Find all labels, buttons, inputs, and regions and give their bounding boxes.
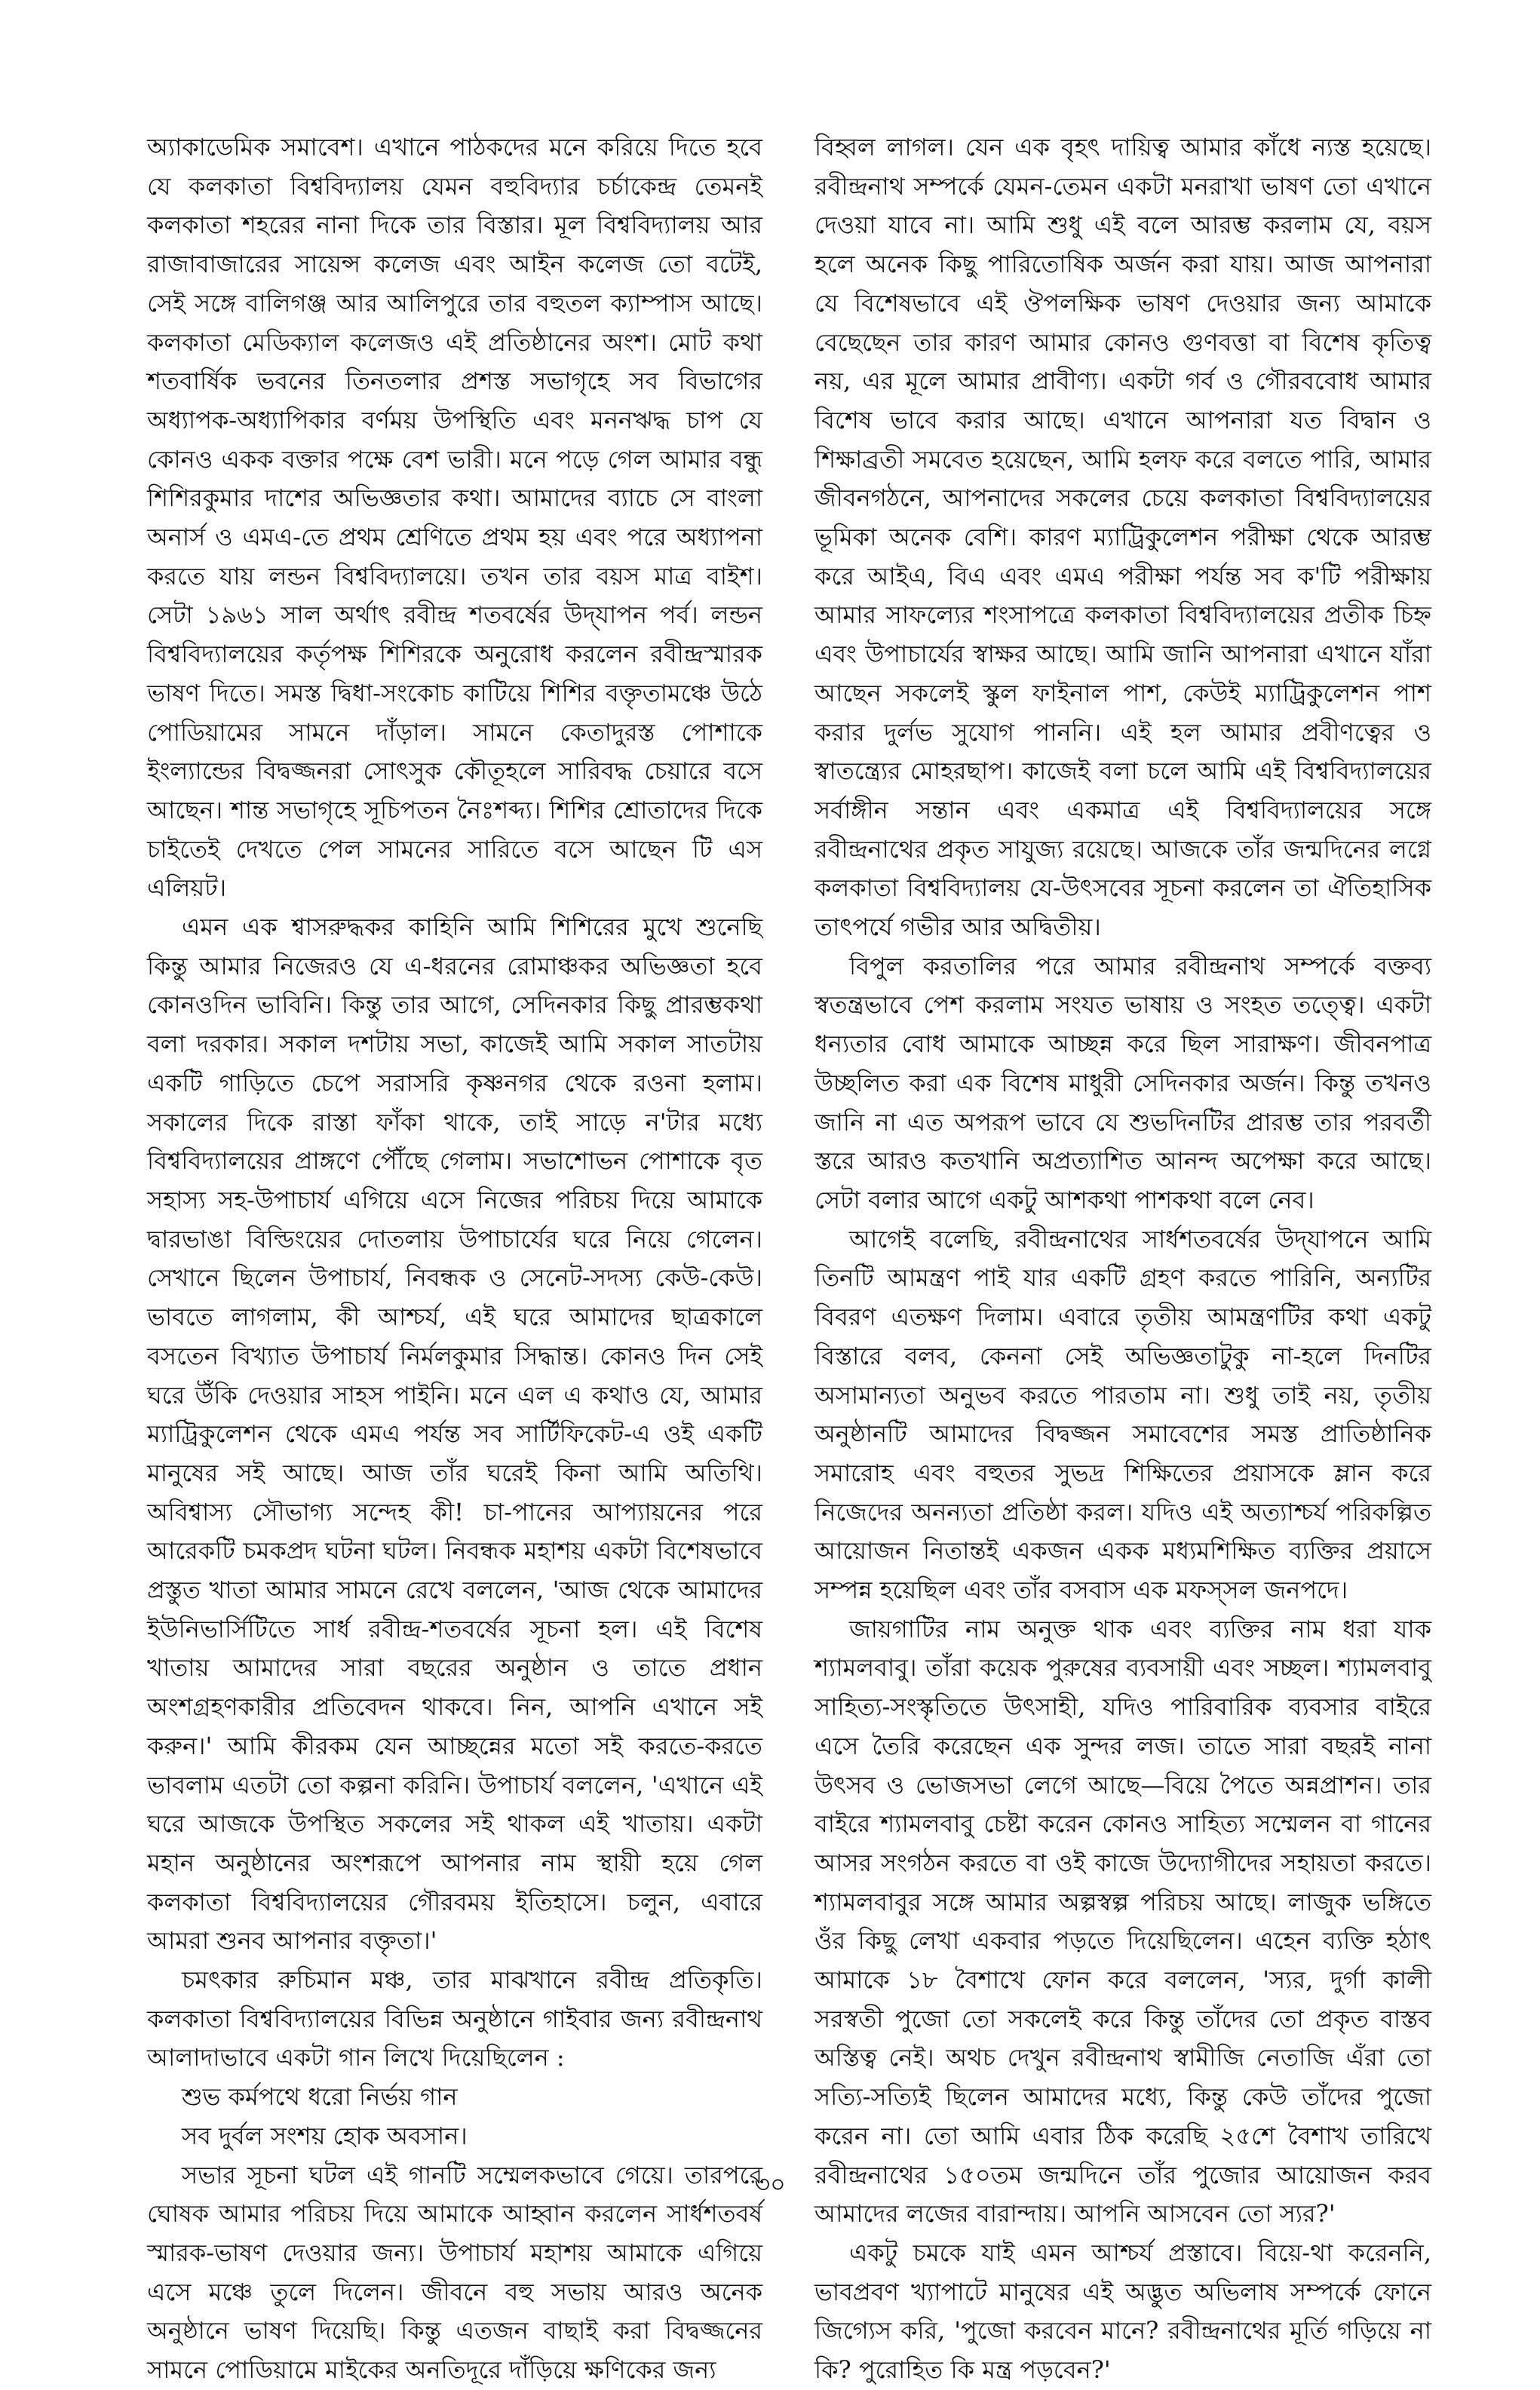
paragraph: সভার সূচনা ঘটল এই গানটি সম্মেলকভাবে গেয়ে। তারপরে ঘোষক আমার পরিচয় দিয়ে আমাকে আহ্বান করলেন সার্ধশতবর্ষ স্মারক-ভাষণ দেওয়ার জন্য। উপাচার্য মহাশয় আমাকে এগিয়ে এসে মঞ্চে তুলে দিলেন। জীবনে বহু সভায় আরও অনেক অনুষ্ঠানে ভাষণ দিয়েছি। কিন্তু এতজন বাছাই করা বিদ্বজ্জনের সামনে পোডিয়ামে মাইকের অনতিদূরে দাঁড়িয়ে ক্ষণিকের জন্য (147, 2160, 762, 2385)
paragraph: বিহ্বল লাগল। যেন এক বৃহৎ দায়িত্ব আমার কাঁধে ন্যস্ত হয়েছে। রবীন্দ্রনাথ সম্পর্কে যেমন-তেমন একটা মনরাখা ভাষণ তো এখানে দেওয়া যাবে না। আমি শুধু এই বলে আরম্ভ করলাম যে, বয়স হলে অনেক কিছু পারিতোষিক অর্জন করা যায়। আজ আপনারা যে বিশেষভাবে এই ঔপলক্ষিক ভাষণ দেওয়ার জন্য আমাকে বেছেছেন তার কারণ আমার কোনও গুণবত্তা বা বিশেষ কৃতিত্ব নয়, এর মূলে আমার প্রাবীণ্য। একটা গর্ব ও গৌরববোধ আমার বিশেষ ভাবে করার আছে। এখানে আপনারা যত বিদ্বান ও শিক্ষাব্রতী সমবেত হয়েছেন, আমি হলফ করে বলতে পারি, আমার জীবনগঠনে, আপনাদের সকলের চেয়ে কলকাতা বিশ্ববিদ্যালয়ের ভূমিকা অনেক বেশি। কারণ ম্যাট্রিকুলেশন পরীক্ষা থেকে আরম্ভ করে আইএ, বিএ এবং এমএ পরীক্ষা পর্যন্ত সব ক'টি পরীক্ষায় আমার সাফল্যের শংসাপত্রে কলকাতা বিশ্ববিদ্যালয়ের প্রতীক চিহ্ন এবং উপাচার্যের স্বাক্ষর আছে। আমি জানি আপনারা এখানে যাঁরা আছেন সকলেই স্কুল ফাইনাল পাশ, কেউই ম্যাট্রিকুলেশন পাশ করার দুর্লভ সুযোগ পাননি। এই হল আমার প্রবীণত্বের ও স্বাতন্ত্র্যের মোহরছাপ। কাজেই বলা চলে আমি এই বিশ্ববিদ্যালয়ের সর্বাঙ্গীন সন্তান এবং একমাত্র এই বিশ্ববিদ্যালয়ের সঙ্গে রবীন্দ্রনাথের প্রকৃত সাযুজ্য রয়েছে। আজকে তাঁর জন্মদিনের লগ্নে কলকাতা বিশ্ববিদ্যালয় যে-উৎসবের সূচনা করলেন তা ঐতিহাসিক তাৎপর্যে গভীর আর অদ্বিতীয়। (814, 133, 1431, 942)
paragraph: আগেই বলেছি, রবীন্দ্রনাথের সার্ধশতবর্ষের উদ্‌যাপনে আমি তিনটি আমন্ত্রণ পাই যার একটি গ্রহণ করতে পারিনি, অন্যটির বিবরণ এতক্ষণ দিলাম। এবারে তৃতীয় আমন্ত্রণটির কথা একটু বিস্তারে বলব, কেননা সেই অভিজ্ঞতাটুকু না-হলে দিনটির অসামান্যতা অনুভব করতে পারতাম না। শুধু তাই নয়, তৃতীয় অনুষ্ঠানটি আমাদের বিদ্বজ্জন সমাবেশের সমস্ত প্রাতিষ্ঠানিক সমারোহ এবং বহুতর সুভদ্র শিক্ষিতের প্রয়াসকে ম্লান করে নিজেদের অনন্যতা প্রতিষ্ঠা করল। যদিও এই অত্যাশ্চর্য পরিকল্পিত আয়োজন নিতান্তই একজন একক মধ্যমশিক্ষিত ব্যক্তির প্রয়াসে সম্পন্ন হয়েছিল এবং তাঁর বসবাস এক মফস্সল জনপদে। (814, 1224, 1431, 1605)
paragraph: বিপুল করতালির পরে আমার রবীন্দ্রনাথ সম্পর্কে বক্তব্য স্বতন্ত্রভাবে পেশ করলাম সংযত ভাষায় ও সংহত তত্ত্বে। একটা ধন্যতার বোধ আমাকে আচ্ছন্ন করে ছিল সারাক্ষণ। জীবনপাত্র উচ্ছলিত করা এক বিশেষ মাধুরী সেদিনকার অর্জন। কিন্তু তখনও জানি না এত অপরূপ ভাবে যে শুভদিনটির প্রারম্ভ তার পরবর্তী স্তরে আরও কতখানি অপ্রত্যাশিত আনন্দ অপেক্ষা করে আছে। সেটা বলার আগে একটু আশকথা পাশকথা বলে নেব। (814, 951, 1431, 1214)
paragraph: চমৎকার রুচিমান মঞ্চ, তার মাঝখানে রবীন্দ্র প্রতিকৃতি। কলকাতা বিশ্ববিদ্যালয়ের বিভিন্ন অনুষ্ঠানে গাইবার জন্য রবীন্দ্রনাথ আলাদাভাবে একটা গান লিখে দিয়েছিলেন : (147, 1965, 762, 2072)
page-number: ৩০ (754, 2170, 786, 2198)
song-verse-line: সব দুর্বল সংশয় হোক অবসান। (182, 2121, 468, 2150)
paragraph: অ্যাকাডেমিক সমাবেশ। এখানে পাঠকদের মনে করিয়ে দিতে হবে যে কলকাতা বিশ্ববিদ্যালয় যেমন বহুবিদ্যার চর্চাকেন্দ্র তেমনই কলকাতা শহরের নানা দিকে তার বিস্তার। মূল বিশ্ববিদ্যালয় আর রাজাবাজারের সায়েন্স কলেজ এবং আইন কলেজ তো বটেই, সেই সঙ্গে বালিগঞ্জ আর আলিপুরে তার বহুতল ক্যাম্পাস আছে। কলকাতা মেডিক্যাল কলেজও এই প্রতিষ্ঠানের অংশ। মোট কথা শতবার্ষিক ভবনের তিনতলার প্রশস্ত সভাগৃহে সব বিভাগের অধ্যাপক-অধ্যাপিকার বর্ণময় উপস্থিতি এবং মননঋদ্ধ চাপ যে কোনও একক বক্তার পক্ষে বেশ ভারী। মনে পড়ে গেল আমার বন্ধু শিশিরকুমার দাশের অভিজ্ঞতার কথা। আমাদের ব্যাচে সে বাংলা অনার্স ও এমএ-তে প্রথম শ্রেণিতে প্রথম হয় এবং পরে অধ্যাপনা করতে যায় লন্ডন বিশ্ববিদ্যালয়ে। তখন তার বয়স মাত্র বাইশ। সেটা ১৯৬১ সাল অর্থাৎ রবীন্দ্র শতবর্ষের উদ্‌যাপন পর্ব। লন্ডন বিশ্ববিদ্যালয়ের কর্তৃপক্ষ শিশিরকে অনুরোধ করলেন রবীন্দ্রস্মারক ভাষণ দিতে। সমস্ত দ্বিধা-সংকোচ কাটিয়ে শিশির বক্তৃতামঞ্চে উঠে পোডিয়ামের সামনে দাঁড়াল। সামনে কেতাদুরস্ত পোশাকে ইংল্যান্ডের বিদ্বজ্জনরা সোৎসুক কৌতূহলে সারিবদ্ধ চেয়ারে বসে আছেন। শান্ত সভাগৃহে সূচিপতন নৈঃশব্দ্য। শিশির শ্রোতাদের দিকে চাইতেই দেখতে পেল সামনের সারিতে বসে আছেন টি এস এলিয়ট। (147, 133, 762, 903)
paragraph: জায়গাটির নাম অনুক্ত থাক এবং ব্যক্তির নাম ধরা যাক শ্যামলবাবু। তাঁরা কয়েক পুরুষের ব্যবসায়ী এবং সচ্ছল। শ্যামলবাবু সাহিত্য-সংস্কৃতিতে উৎসাহী, যদিও পারিবারিক ব্যবসার বাইরে এসে তৈরি করেছেন এক সুন্দর লজ। তাতে সারা বছরই নানা উৎসব ও ভোজসভা লেগে আছে—বিয়ে পৈতে অন্নপ্রাশন। তার বাইরে শ্যামলবাবু চেষ্টা করেন কোনও সাহিত্য সম্মেলন বা গানের আসর সংগঠন করতে বা ওই কাজে উদ্যোগীদের সহায়তা করতে। শ্যামলবাবুর সঙ্গে আমার অল্পস্বল্প পরিচয় আছে। লাজুক ভঙ্গিতে ওঁর কিছু লেখা একবার পড়তে দিয়েছিলেন। এহেন ব্যক্তি হঠাৎ আমাকে ১৮ বৈশাখে ফোন করে বললেন, 'স্যর, দুর্গা কালী সরস্বতী পুজো তো সকলেই করে কিন্তু তাঁদের তো প্রকৃত বাস্তব অস্তিত্ব নেই। অথচ দেখুন রবীন্দ্রনাথ স্বামীজি নেতাজি এঁরা তো সত্যি-সত্যিই ছিলেন আমাদের মধ্যে, কিন্তু কেউ তাঁদের পুজো করেন না। তো আমি এবার ঠিক করেছি ২৫শে বৈশাখ তারিখে রবীন্দ্রনাথের ১৫০তম জন্মদিনে তাঁর পুজোর আয়োজন করব আমাদের লজের বারান্দায়। আপনি আসবেন তো স্যর?' (814, 1614, 1431, 2229)
paragraph: এমন এক শ্বাসরুদ্ধকর কাহিনি আমি শিশিরের মুখে শুনেছি কিন্তু আমার নিজেরও যে এ-ধরনের রোমাঞ্চকর অভিজ্ঞতা হবে কোনওদিন ভাবিনি। কিন্তু তার আগে, সেদিনকার কিছু প্রারম্ভকথা বলা দরকার। সকাল দশটায় সভা, কাজেই আমি সকাল সাতটায় একটি গাড়িতে চেপে সরাসরি কৃষ্ণনগর থেকে রওনা হলাম। সকালের দিকে রাস্তা ফাঁকা থাকে, তাই সাড়ে ন'টার মধ্যে বিশ্ববিদ্যালয়ের প্রাঙ্গণে পৌঁছে গেলাম। সভাশোভন পোশাকে বৃত সহাস্য সহ-উপাচার্য এগিয়ে এসে নিজের পরিচয় দিয়ে আমাকে দ্বারভাঙা বিল্ডিংয়ের দোতলায় উপাচার্যের ঘরে নিয়ে গেলেন। সেখানে ছিলেন উপাচার্য, নিবন্ধক ও সেনেট-সদস্য কেউ-কেউ। ভাবতে লাগলাম, কী আশ্চর্য, এই ঘরে আমাদের ছাত্রকালে বসতেন বিখ্যাত উপাচার্য নির্মলকুমার সিদ্ধান্ত। কোনও দিন সেই ঘরে উঁকি দেওয়ার সাহস পাইনি। মনে এল এ কথাও যে, আমার ম্যাট্রিকুলেশন থেকে এমএ পর্যন্ত সব সার্টিফিকেট-এ ওই একটি মানুষের সই আছে। আজ তাঁর ঘরেই কিনা আমি অতিথি। অবিশ্বাস্য সৌভাগ্য সন্দেহ কী! চা-পানের আপ্যায়নের পরে আরেকটি চমকপ্রদ ঘটনা ঘটল। নিবন্ধক মহাশয় একটা বিশেষভাবে প্রস্তুত খাতা আমার সামনে রেখে বললেন, 'আজ থেকে আমাদের ইউনিভার্সিটিতে সার্ধ রবীন্দ্র-শতবর্ষের সূচনা হল। এই বিশেষ খাতায় আমাদের সারা বছরের অনুষ্ঠান ও তাতে প্রধান অংশগ্রহণকারীর প্রতিবেদন থাকবে। নিন, আপনি এখানে সই করুন।' আমি কীরকম যেন আচ্ছন্নের মতো সই করতে-করতে ভাবলাম এতটা তো কল্পনা করিনি। উপাচার্য বললেন, 'এখানে এই ঘরে আজকে উপস্থিত সকলের সই থাকল এই খাতায়। একটা মহান অনুষ্ঠানের অংশরূপে আপনার নাম স্থায়ী হয়ে গেল কলকাতা বিশ্ববিদ্যালয়ের গৌরবময় ইতিহাসে। চলুন, এবারে আমরা শুনব আপনার বক্তৃতা।' (147, 913, 762, 1956)
right-text-column (814, 128, 1431, 2390)
paragraph: একটু চমকে যাই এমন আশ্চর্য প্রস্তাবে। বিয়ে-থা করেননি, ভাবপ্রবণ খ্যাপাটে মানুষের এই অদ্ভুত অভিলাষ সম্পর্কে ফোনে জিগ্যেস করি, 'পুজো করবেন মানে? রবীন্দ্রনাথের মূর্তি গড়িয়ে না কি? পুরোহিত কি মন্ত্র পড়বেন?' (814, 2238, 1431, 2385)
left-text-column (147, 128, 762, 2390)
song-verse-line: শুভ কর্মপথে ধরো নির্ভয় গান (182, 2082, 458, 2112)
